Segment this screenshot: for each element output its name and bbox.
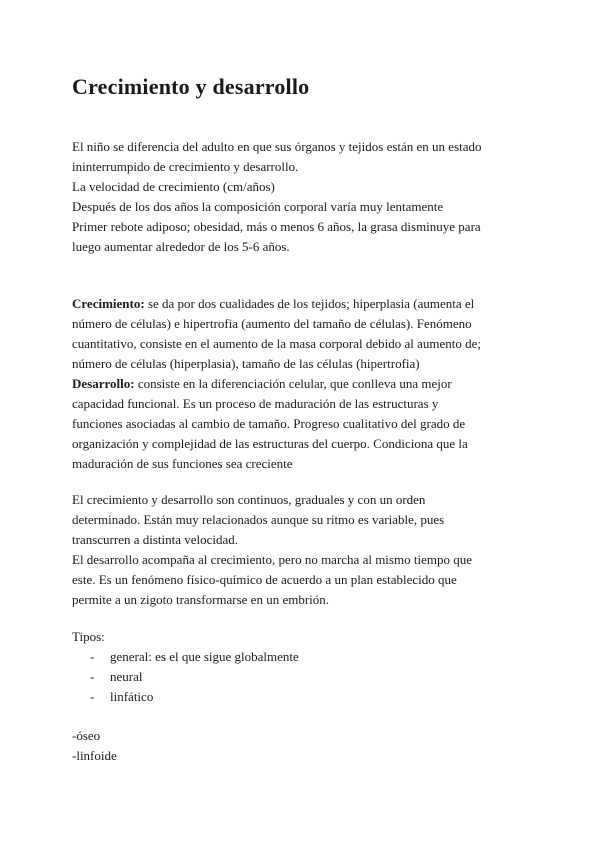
intro-paragraph bbox=[72, 137, 528, 257]
desarrollo-term: Desarrollo: bbox=[72, 376, 135, 391]
text-line: determinado. Están muy relacionados aunque su ritmo es variable, pues bbox=[72, 512, 445, 527]
tipos-label: Tipos: bbox=[72, 629, 105, 644]
text-line: organización y complejidad de las estructuras del cuerpo. Condiciona que la bbox=[72, 436, 468, 451]
text-line bbox=[72, 374, 528, 394]
continuity-paragraph bbox=[72, 490, 528, 610]
text-line: ininterrumpido de crecimiento y desarrollo. bbox=[72, 159, 299, 174]
text-line: La velocidad de crecimiento (cm/años) bbox=[72, 179, 275, 194]
list-dash: - bbox=[90, 649, 95, 664]
text-line: Primer rebote adiposo; obesidad, más o menos 6 años, la grasa disminuye para bbox=[72, 219, 481, 234]
text-line: -óseo bbox=[72, 728, 101, 743]
crecimiento-text: se da por dos cualidades de los tejidos; hiperplasia (aumenta el bbox=[144, 296, 475, 311]
text-line: cuantitativo, consiste en el aumento de la masa corporal debido al aumento de; bbox=[72, 336, 481, 351]
text-line: maduración de sus funciones sea creciente bbox=[72, 456, 293, 471]
text-line: transcurren a distinta velocidad. bbox=[72, 532, 239, 547]
definitions-section bbox=[72, 294, 528, 474]
list-dash: - bbox=[90, 669, 95, 684]
text-line: Después de los dos años la composición corporal varía muy lentamente bbox=[72, 199, 444, 214]
extra-section bbox=[72, 726, 528, 766]
list-item-text: neural bbox=[110, 669, 143, 684]
text-line: luego aumentar alrededor de los 5-6 años. bbox=[72, 239, 290, 254]
text-line: número de células (hiperplasia), tamaño de las células (hipertrofia) bbox=[72, 356, 420, 371]
text-line: El crecimiento y desarrollo son continuos, graduales y con un orden bbox=[72, 492, 426, 507]
list-item bbox=[72, 667, 528, 687]
text-line bbox=[72, 294, 528, 314]
list-item bbox=[72, 647, 528, 667]
page-title: Crecimiento y desarrollo bbox=[72, 74, 310, 99]
list-item-text: general: es el que sigue globalmente bbox=[110, 649, 299, 664]
text-line: -linfoide bbox=[72, 748, 117, 763]
text-line: este. Es un fenómeno físico-químico de acuerdo a un plan establecido que bbox=[72, 572, 457, 587]
text-line: funciones asociadas al cambio de tamaño. Progreso cualitativo del grado de bbox=[72, 416, 466, 431]
list-item bbox=[72, 687, 528, 707]
text-line: El niño se diferencia del adulto en que sus órganos y tejidos están en un estado bbox=[72, 139, 482, 154]
desarrollo-text: consiste en la diferenciación celular, que conlleva una mejor bbox=[134, 376, 452, 391]
tipos-section bbox=[72, 627, 528, 707]
text-line: capacidad funcional. Es un proceso de maduración de las estructuras y bbox=[72, 396, 439, 411]
list-dash: - bbox=[90, 689, 95, 704]
text-line: número de células) e hipertrofia (aumento del tamaño de células). Fenómeno bbox=[72, 316, 472, 331]
text-line: permite a un zigoto transformarse en un embrión. bbox=[72, 592, 330, 607]
crecimiento-term: Crecimiento: bbox=[72, 296, 145, 311]
text-line: El desarrollo acompaña al crecimiento, pero no marcha al mismo tiempo que bbox=[72, 552, 472, 567]
list-item-text: linfático bbox=[110, 689, 154, 704]
